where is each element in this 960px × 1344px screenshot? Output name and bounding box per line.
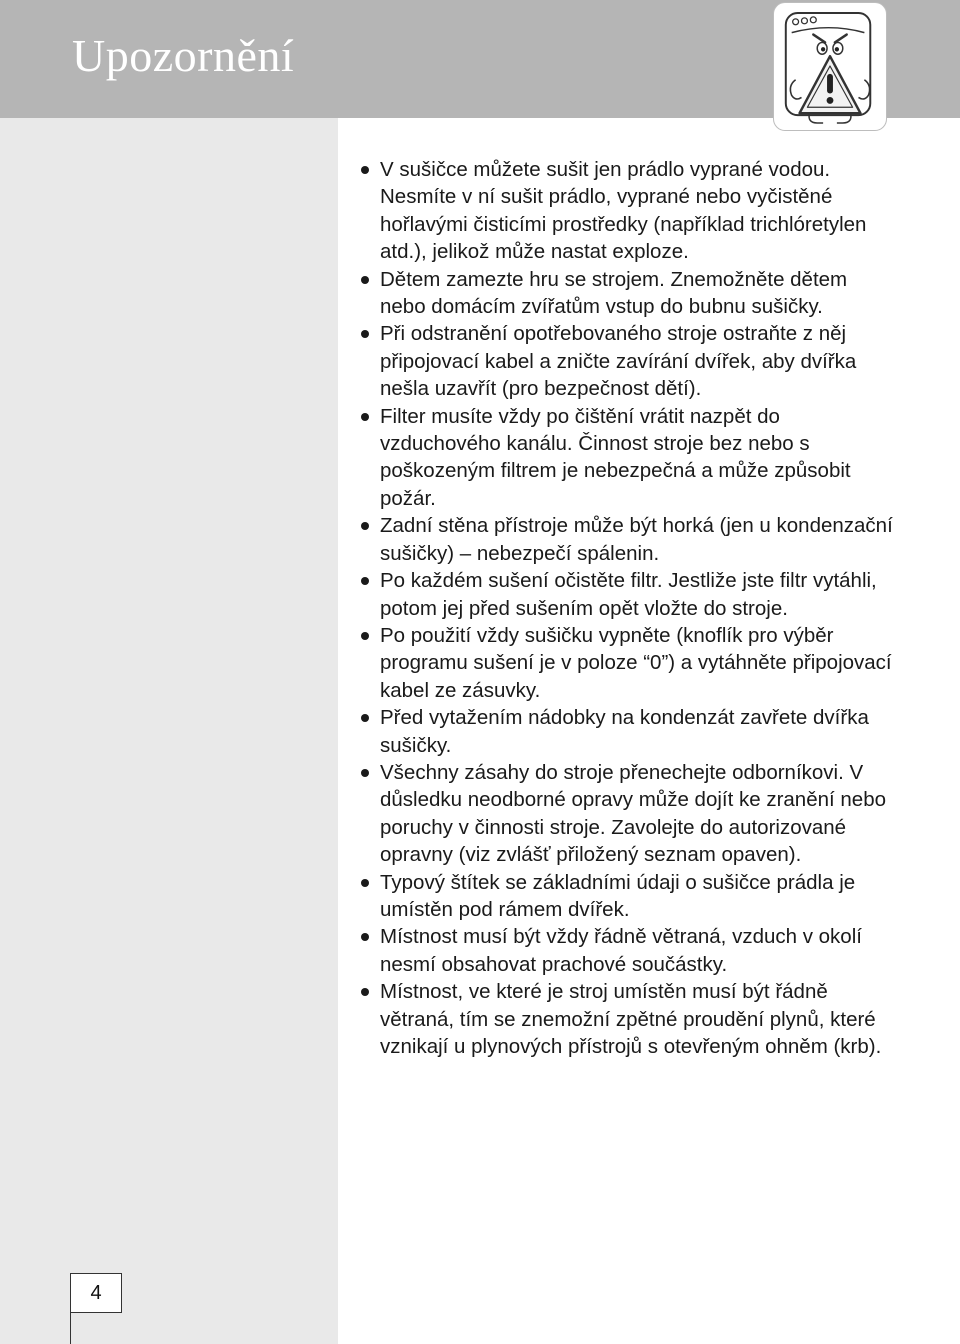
- warning-text: Po každém sušení očistěte filtr. Jestliže jste filtr vytáhli, potom jej před sušením opět vložte do stroje.: [380, 569, 877, 620]
- warning-text: Filter musíte vždy po čištění vrátit nazpět do vzduchového kanálu. Činnost stroje bez nebo s poškozeným filtrem je nebezpečná a může způsobit požár.: [380, 404, 851, 510]
- bullet-icon: [361, 522, 369, 530]
- warning-item: [356, 512, 896, 567]
- warning-item: [356, 266, 896, 321]
- warning-text: Zadní stěna přístroje může být horká (jen u kondenzační sušičky) – nebezpečí spálenin.: [380, 514, 893, 565]
- bullet-icon: [361, 577, 369, 585]
- warning-list: [356, 156, 896, 1060]
- bullet-icon: [361, 714, 369, 722]
- warning-mascot-icon: [773, 2, 887, 131]
- warning-text: Místnost, ve které je stroj umístěn musí být řádně větraná, tím se znemožní zpětné proudění plynů, které vznikají u plynových přístrojů s otevřeným ohněm (krb).: [380, 980, 882, 1058]
- bullet-icon: [361, 632, 369, 640]
- warning-item: [356, 403, 896, 513]
- warning-item: [356, 923, 896, 978]
- bullet-icon: [361, 276, 369, 284]
- warning-text: Před vytažením nádobky na kondenzát zavřete dvířka sušičky.: [380, 706, 869, 757]
- page-title: Upozornění: [72, 30, 295, 81]
- bullet-icon: [361, 413, 369, 421]
- warning-text: Při odstranění opotřebovaného stroje ostraňte z něj připojovací kabel a zničte zavírání dvířek, aby dvířka nešla uzavřít (pro bezpečnost dětí).: [380, 322, 857, 401]
- warning-text: Po použití vždy sušičku vypněte (knoflík pro výběr programu sušení je v poloze “0”) a vytáhněte připojovací kabel ze zásuvky.: [380, 623, 892, 702]
- warning-text: Všechny zásahy do stroje přenechejte odborníkovi. V důsledku neodborné opravy může dojít ke zranění nebo poruchy v činnosti stroje. Zavolejte do autorizované opravny (viz zvlášť přiložený seznam opaven).: [380, 760, 887, 867]
- left-sidebar-panel: [0, 118, 338, 1344]
- bullet-icon: [361, 166, 369, 174]
- bullet-icon: [361, 879, 369, 887]
- bullet-icon: [361, 330, 369, 338]
- page-number-rule: [70, 1312, 71, 1344]
- page-number: 4: [70, 1273, 122, 1313]
- warning-item: [356, 978, 896, 1060]
- warning-item: [356, 622, 896, 704]
- bullet-icon: [361, 769, 369, 777]
- warning-item: [356, 869, 896, 924]
- warning-text: Místnost musí být vždy řádně větraná, vzduch v okolí nesmí obsahovat prachové součástky.: [380, 925, 862, 976]
- bullet-icon: [361, 988, 369, 996]
- warning-text: Typový štítek se základními údaji o sušičce prádla je umístěn pod rámem dvířek.: [380, 870, 856, 921]
- warning-item: [356, 704, 896, 759]
- warning-text: V sušičce můžete sušit jen prádlo vyprané vodou. Nesmíte v ní sušit prádlo, vyprané nebo vyčistěné hořlavými čisticími prostředky (například trichlóretylen atd.), jelikož může nastat exploze.: [380, 158, 867, 264]
- bullet-icon: [361, 933, 369, 941]
- warning-item: [356, 156, 896, 266]
- warning-item: [356, 567, 896, 622]
- warning-item: [356, 320, 896, 402]
- warning-item: [356, 759, 896, 869]
- warning-text: Dětem zamezte hru se strojem. Znemožněte dětem nebo domácím zvířatům vstup do bubnu sušičky.: [380, 267, 848, 319]
